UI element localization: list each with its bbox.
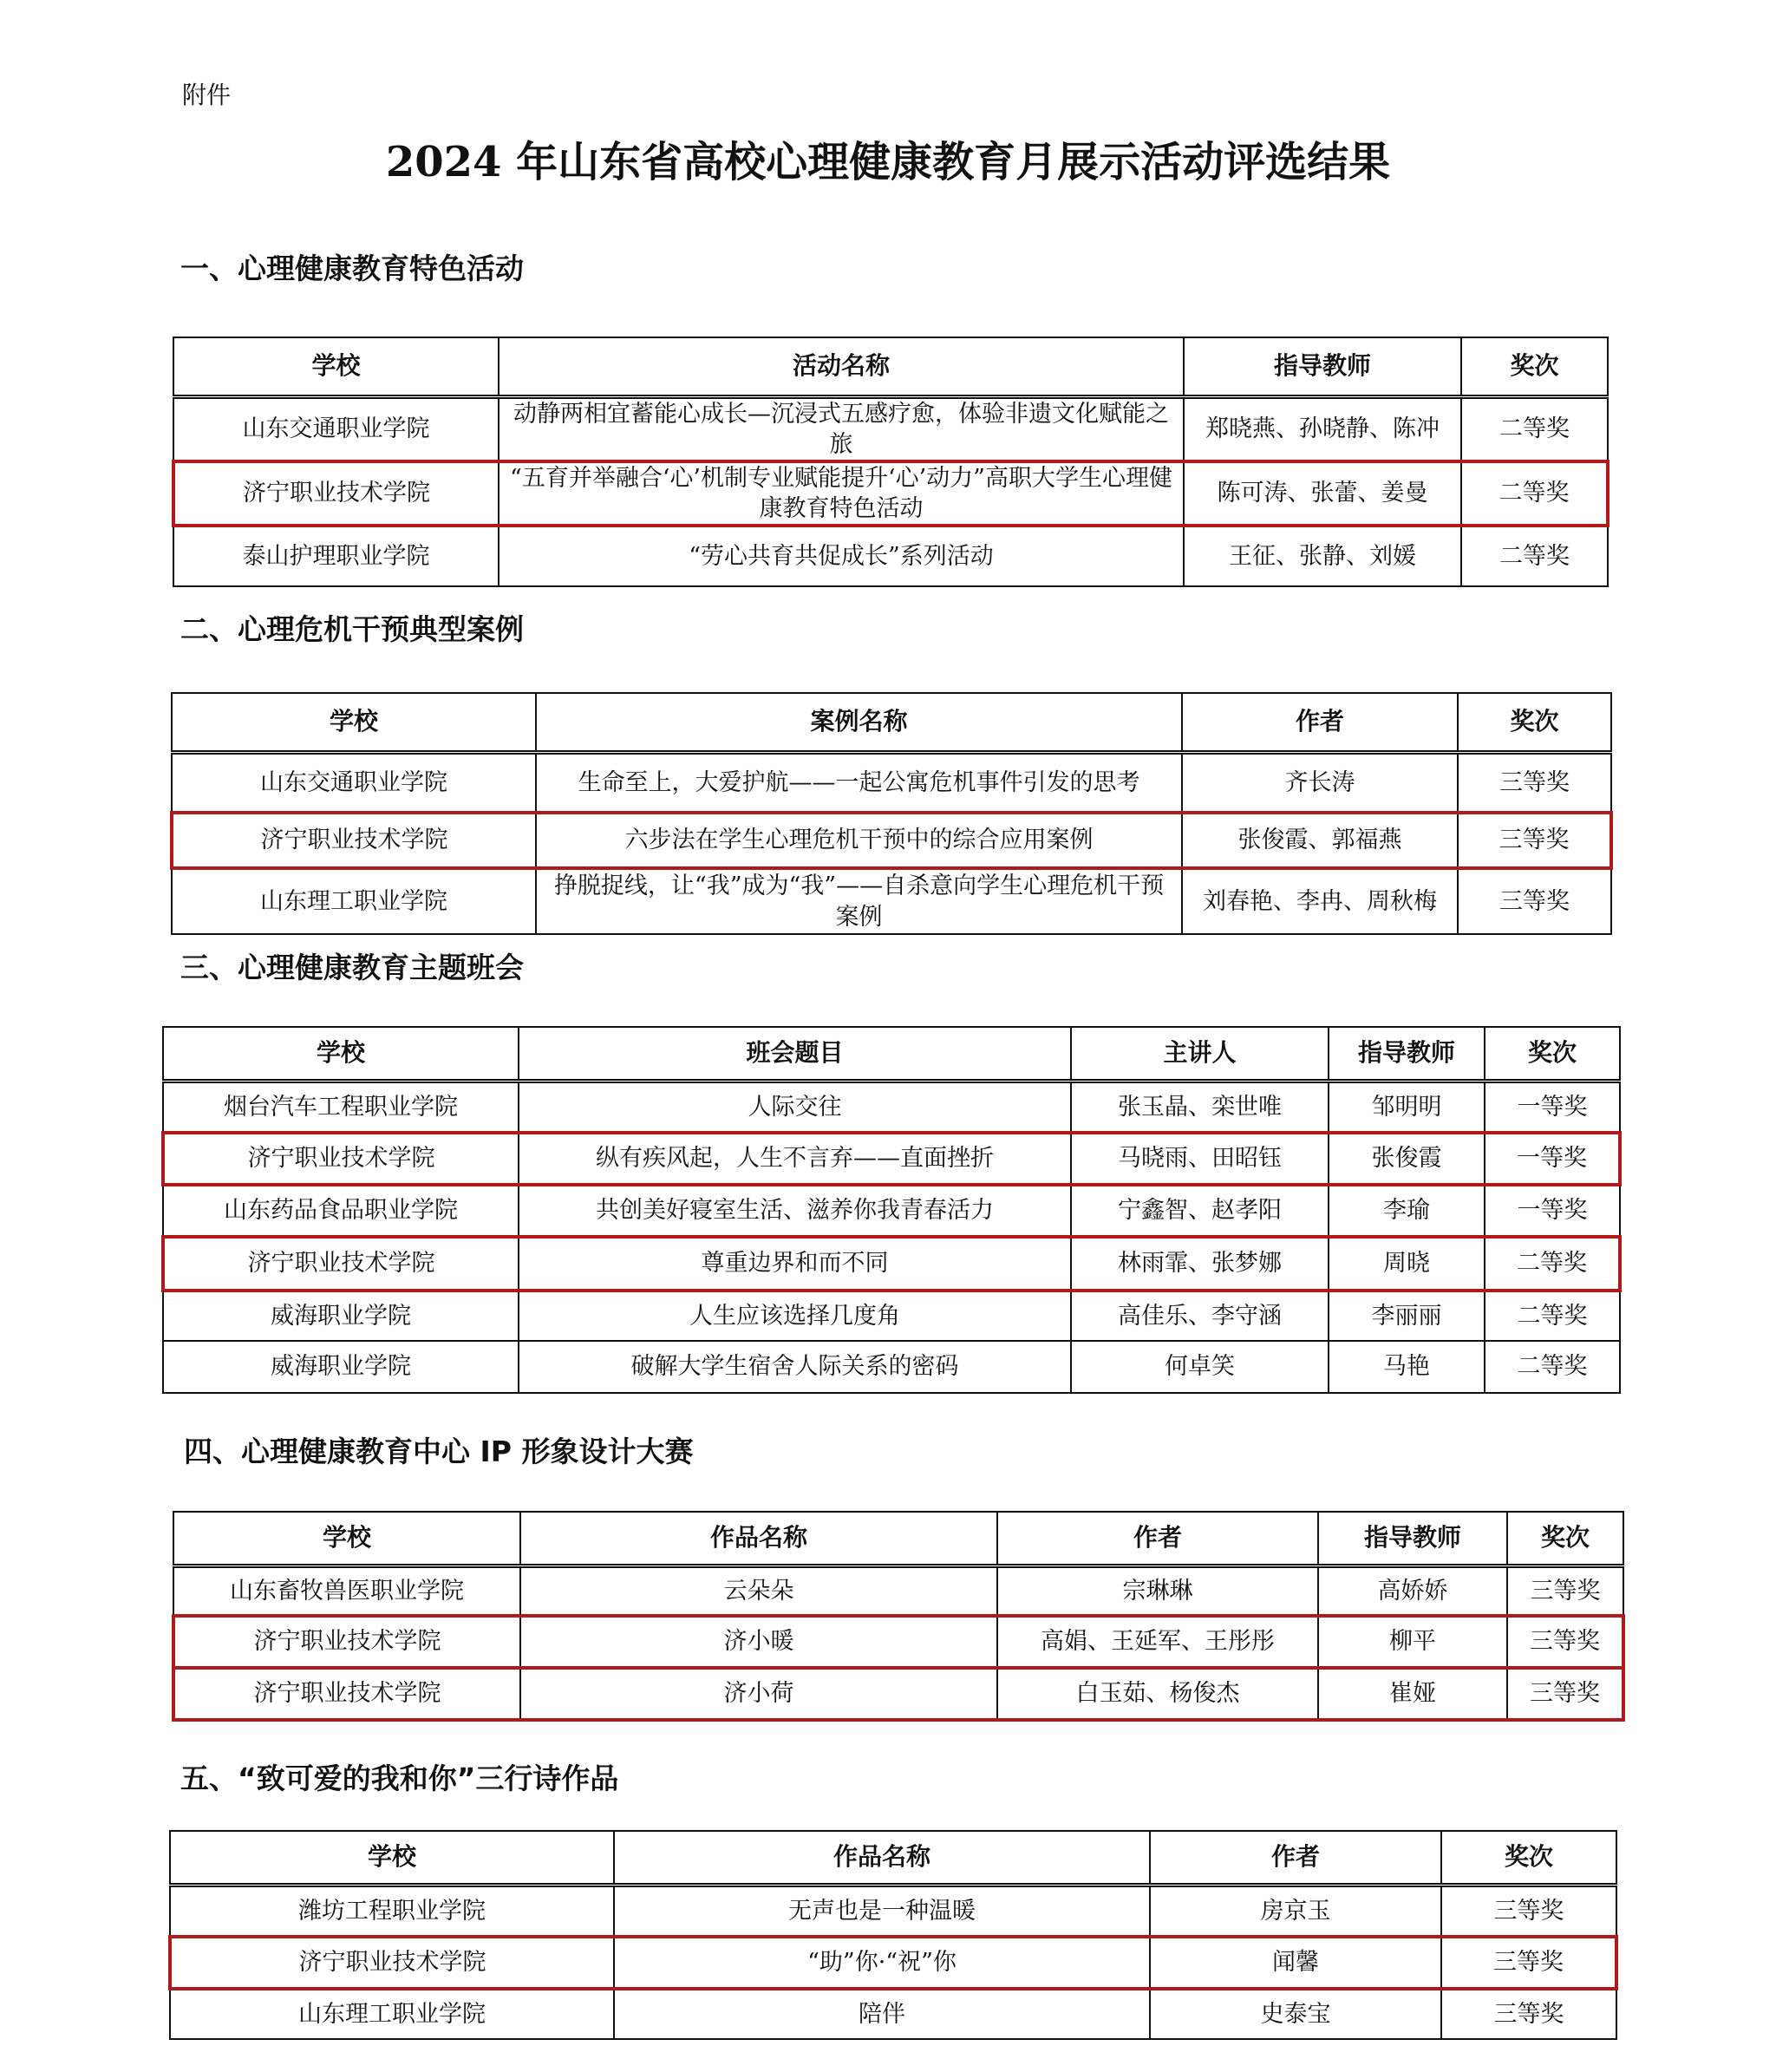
cell-author: 白玉茹、杨俊杰 bbox=[997, 1668, 1318, 1720]
cell-school: 山东交通职业学院 bbox=[173, 396, 499, 461]
cell-advisor: 柳平 bbox=[1318, 1616, 1507, 1668]
cell-meeting-topic: 人生应该选择几度角 bbox=[519, 1291, 1071, 1341]
cell-school: 威海职业学院 bbox=[163, 1341, 519, 1393]
section-5-heading: 五、“致可爱的我和你”三行诗作品 bbox=[180, 1762, 619, 1795]
cell-award: 三等奖 bbox=[1458, 752, 1611, 813]
table-row-highlighted bbox=[163, 1133, 1620, 1185]
cell-award: 二等奖 bbox=[1485, 1237, 1620, 1291]
cell-advisor: 崔娅 bbox=[1318, 1668, 1507, 1720]
cell-activity-name: “劳心共育共促成长”系列活动 bbox=[499, 526, 1184, 586]
cell-advisor: 郑晓燕、孙晓静、陈冲 bbox=[1184, 396, 1461, 461]
cell-advisor: 周晓 bbox=[1329, 1237, 1485, 1291]
column-header-work-name: 作品名称 bbox=[520, 1512, 997, 1565]
table-three-line-poems bbox=[168, 1830, 1618, 2040]
cell-work-name: 济小荷 bbox=[520, 1668, 997, 1720]
cell-school: 烟台汽车工程职业学院 bbox=[163, 1081, 519, 1133]
cell-award: 三等奖 bbox=[1507, 1616, 1623, 1668]
table-row bbox=[170, 1885, 1616, 1937]
cell-award: 一等奖 bbox=[1485, 1185, 1620, 1237]
table-row-highlighted bbox=[170, 1937, 1616, 1989]
cell-activity-name: “五育并举融合‘心’机制专业赋能提升‘心’动力”高职大学生心理健康教育特色活动 bbox=[499, 461, 1184, 526]
cell-school: 山东药品食品职业学院 bbox=[163, 1185, 519, 1237]
column-header-award: 奖次 bbox=[1507, 1512, 1623, 1565]
cell-school: 济宁职业技术学院 bbox=[172, 813, 536, 868]
section-3-heading: 三、心理健康教育主题班会 bbox=[180, 951, 524, 984]
cell-author: 刘春艳、李冉、周秋梅 bbox=[1182, 868, 1458, 934]
table-row bbox=[172, 868, 1611, 934]
cell-school: 济宁职业技术学院 bbox=[170, 1937, 614, 1989]
column-header-author: 作者 bbox=[997, 1512, 1318, 1565]
column-header-school: 学校 bbox=[173, 1512, 520, 1565]
column-header-award: 奖次 bbox=[1461, 337, 1608, 396]
cell-author: 高娟、王延军、王彤彤 bbox=[997, 1616, 1318, 1668]
cell-school: 泰山护理职业学院 bbox=[173, 526, 499, 586]
cell-speaker: 马晓雨、田昭钰 bbox=[1071, 1133, 1329, 1185]
column-header-speaker: 主讲人 bbox=[1071, 1027, 1329, 1081]
cell-speaker: 张玉晶、栾世唯 bbox=[1071, 1081, 1329, 1133]
column-header-award: 奖次 bbox=[1441, 1831, 1616, 1885]
cell-award: 二等奖 bbox=[1461, 396, 1608, 461]
table-featured-activities bbox=[172, 337, 1610, 587]
cell-work-name: 无声也是一种温暖 bbox=[614, 1885, 1150, 1937]
column-header-school: 学校 bbox=[172, 693, 536, 752]
table-row bbox=[173, 1565, 1623, 1616]
cell-award: 二等奖 bbox=[1485, 1341, 1620, 1393]
section-4-heading: 四、心理健康教育中心 IP 形象设计大赛 bbox=[184, 1435, 694, 1468]
document-title: 2024 年山东省高校心理健康教育月展示活动评选结果 bbox=[385, 138, 1391, 186]
cell-school: 威海职业学院 bbox=[163, 1291, 519, 1341]
cell-author: 史泰宝 bbox=[1150, 1989, 1441, 2039]
table-row-highlighted bbox=[163, 1237, 1620, 1291]
cell-case-name: 六步法在学生心理危机干预中的综合应用案例 bbox=[536, 813, 1182, 868]
table-row bbox=[163, 1291, 1620, 1341]
cell-award: 二等奖 bbox=[1485, 1291, 1620, 1341]
cell-author: 房京玉 bbox=[1150, 1885, 1441, 1937]
cell-school: 济宁职业技术学院 bbox=[163, 1237, 519, 1291]
cell-advisor: 高娇娇 bbox=[1318, 1565, 1507, 1616]
cell-meeting-topic: 尊重边界和而不同 bbox=[519, 1237, 1071, 1291]
cell-school: 潍坊工程职业学院 bbox=[170, 1885, 614, 1937]
cell-meeting-topic: 破解大学生宿舍人际关系的密码 bbox=[519, 1341, 1071, 1393]
cell-advisor: 陈可涛、张蕾、姜曼 bbox=[1184, 461, 1461, 526]
table-row-highlighted bbox=[173, 461, 1608, 526]
table-crisis-cases bbox=[170, 692, 1613, 935]
column-header-activity-name: 活动名称 bbox=[499, 337, 1184, 396]
table-row bbox=[173, 396, 1608, 461]
table-row bbox=[163, 1185, 1620, 1237]
section-1-heading: 一、心理健康教育特色活动 bbox=[180, 252, 524, 285]
section-2-heading: 二、心理危机干预典型案例 bbox=[180, 612, 524, 646]
cell-speaker: 高佳乐、李守涵 bbox=[1071, 1291, 1329, 1341]
cell-speaker: 宁鑫智、赵孝阳 bbox=[1071, 1185, 1329, 1237]
cell-school: 济宁职业技术学院 bbox=[173, 1668, 520, 1720]
column-header-case-name: 案例名称 bbox=[536, 693, 1182, 752]
cell-award: 二等奖 bbox=[1461, 461, 1608, 526]
cell-meeting-topic: 纵有疾风起，人生不言弃——直面挫折 bbox=[519, 1133, 1071, 1185]
attachment-label: 附件 bbox=[182, 81, 232, 109]
column-header-advisor: 指导教师 bbox=[1329, 1027, 1485, 1081]
column-header-school: 学校 bbox=[173, 337, 499, 396]
cell-advisor: 张俊霞 bbox=[1329, 1133, 1485, 1185]
table-row-highlighted bbox=[173, 1616, 1623, 1668]
table-theme-class-meetings bbox=[161, 1026, 1622, 1394]
column-header-author: 作者 bbox=[1182, 693, 1458, 752]
column-header-meeting-topic: 班会题目 bbox=[519, 1027, 1071, 1081]
cell-school: 济宁职业技术学院 bbox=[163, 1133, 519, 1185]
cell-award: 三等奖 bbox=[1507, 1565, 1623, 1616]
cell-advisor: 李瑜 bbox=[1329, 1185, 1485, 1237]
cell-author: 张俊霞、郭福燕 bbox=[1182, 813, 1458, 868]
cell-award: 二等奖 bbox=[1461, 526, 1608, 586]
cell-activity-name: 动静两相宜蓄能心成长—沉浸式五感疗愈，体验非遗文化赋能之旅 bbox=[499, 396, 1184, 461]
cell-school: 济宁职业技术学院 bbox=[173, 461, 499, 526]
cell-meeting-topic: 共创美好寝室生活、滋养你我青春活力 bbox=[519, 1185, 1071, 1237]
cell-case-name: 生命至上，大爱护航——一起公寓危机事件引发的思考 bbox=[536, 752, 1182, 813]
cell-author: 齐长涛 bbox=[1182, 752, 1458, 813]
column-header-school: 学校 bbox=[163, 1027, 519, 1081]
column-header-advisor: 指导教师 bbox=[1184, 337, 1461, 396]
table-row bbox=[163, 1081, 1620, 1133]
table-row-highlighted bbox=[173, 1668, 1623, 1720]
cell-meeting-topic: 人际交往 bbox=[519, 1081, 1071, 1133]
cell-school: 山东理工职业学院 bbox=[170, 1989, 614, 2039]
column-header-school: 学校 bbox=[170, 1831, 614, 1885]
cell-school: 山东理工职业学院 bbox=[172, 868, 536, 934]
column-header-advisor: 指导教师 bbox=[1318, 1512, 1507, 1565]
cell-award: 一等奖 bbox=[1485, 1133, 1620, 1185]
cell-work-name: 云朵朵 bbox=[520, 1565, 997, 1616]
cell-work-name: 陪伴 bbox=[614, 1989, 1150, 2039]
cell-school: 济宁职业技术学院 bbox=[173, 1616, 520, 1668]
table-ip-design-contest bbox=[172, 1511, 1625, 1722]
cell-author: 闻馨 bbox=[1150, 1937, 1441, 1989]
column-header-work-name: 作品名称 bbox=[614, 1831, 1150, 1885]
cell-advisor: 邹明明 bbox=[1329, 1081, 1485, 1133]
table-row bbox=[173, 526, 1608, 586]
cell-work-name: “助”你·“祝”你 bbox=[614, 1937, 1150, 1989]
table-row bbox=[170, 1989, 1616, 2039]
cell-work-name: 济小暖 bbox=[520, 1616, 997, 1668]
cell-school: 山东交通职业学院 bbox=[172, 752, 536, 813]
cell-author: 宗琳琳 bbox=[997, 1565, 1318, 1616]
column-header-author: 作者 bbox=[1150, 1831, 1441, 1885]
cell-award: 一等奖 bbox=[1485, 1081, 1620, 1133]
cell-speaker: 林雨霏、张梦娜 bbox=[1071, 1237, 1329, 1291]
cell-award: 三等奖 bbox=[1507, 1668, 1623, 1720]
cell-award: 三等奖 bbox=[1441, 1989, 1616, 2039]
column-header-award: 奖次 bbox=[1458, 693, 1611, 752]
cell-award: 三等奖 bbox=[1458, 813, 1611, 868]
cell-case-name: 挣脱捉线，让“我”成为“我”——自杀意向学生心理危机干预案例 bbox=[536, 868, 1182, 934]
cell-award: 三等奖 bbox=[1441, 1885, 1616, 1937]
cell-school: 山东畜牧兽医职业学院 bbox=[173, 1565, 520, 1616]
table-row bbox=[172, 752, 1611, 813]
cell-advisor: 李丽丽 bbox=[1329, 1291, 1485, 1341]
cell-advisor: 王征、张静、刘媛 bbox=[1184, 526, 1461, 586]
cell-award: 三等奖 bbox=[1441, 1937, 1616, 1989]
cell-advisor: 马艳 bbox=[1329, 1341, 1485, 1393]
table-row-highlighted bbox=[172, 813, 1611, 868]
column-header-award: 奖次 bbox=[1485, 1027, 1620, 1081]
table-row bbox=[163, 1341, 1620, 1393]
cell-award: 三等奖 bbox=[1458, 868, 1611, 934]
cell-speaker: 何卓笑 bbox=[1071, 1341, 1329, 1393]
